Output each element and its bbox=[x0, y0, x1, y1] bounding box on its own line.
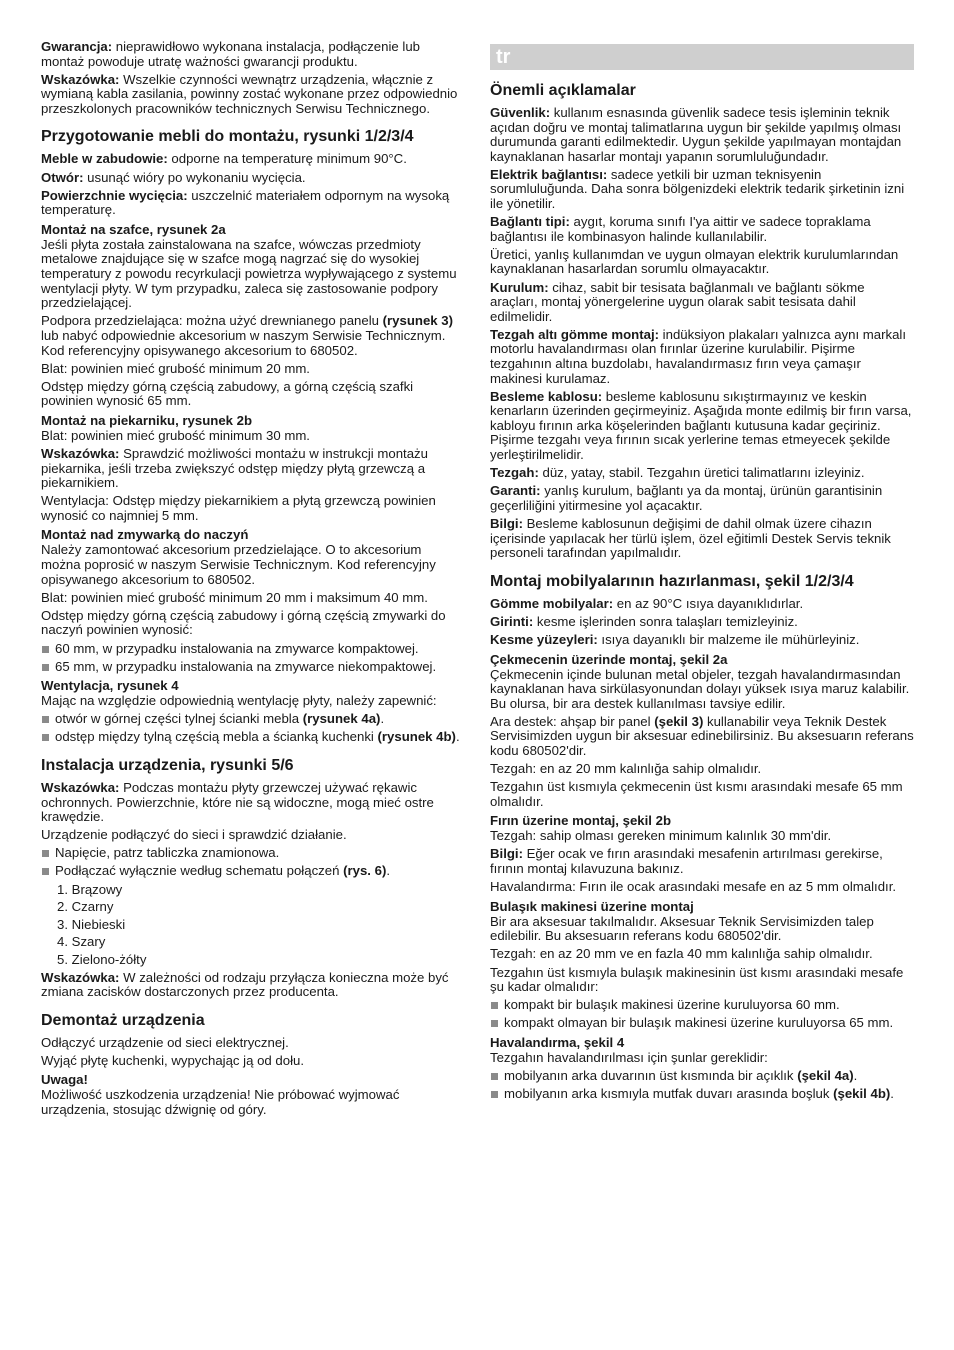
paragraph: Odłączyć urządzenie od sieci elektrycznej. bbox=[41, 1034, 289, 1050]
subheading-oven-mount: Fırın üzerine montaj, şekil 2b bbox=[490, 813, 672, 829]
note-text: Sprawdzić możliwości montażu w instrukcji montażu piekarnika, jeśli trzeba zwiększyć odstęp między płytą grzewczą a piekarnikiem. bbox=[41, 445, 428, 491]
wire-color-item: 1. Brązowy bbox=[57, 881, 123, 897]
bullet-item bbox=[41, 730, 464, 745]
paragraph: Jeśli płyta została zainstalowana na szafce, wówczas przedmioty metalowe znajdujące się w szafce mogą nagrzać się do wysokiej temperatury z powodu recyrkulacji powietrza wypływającego z systemu wentylacji płyty. W tym przypadku, zaleca się zastosowanie podpory przedzielającej. bbox=[41, 236, 457, 311]
paragraph: Tezgah: en az 20 mm ve en fazla 40 mm kalınlığa sahip olmalıdır. bbox=[490, 946, 873, 962]
paragraph: Odstęp między górną częścią zabudowy, a górną częścią szafki powinien wynosić 65 mm. bbox=[41, 378, 414, 409]
note-paragraph bbox=[41, 73, 464, 117]
text: aygıt, koruma sınıfı I'ya aittir ve sadece topraklama bağlantısı ile kombinasyon halinde kullanılabilir. bbox=[490, 214, 871, 244]
subheading-ventilation: Wentylacja, rysunek 4 bbox=[41, 678, 179, 694]
figure-ref: (rysunek 3) bbox=[382, 313, 454, 329]
bullet-item: Napięcie, patrz tabliczka znamionowa. bbox=[41, 846, 464, 861]
furniture-label: Meble w zabudowie: bbox=[41, 151, 168, 167]
text: . bbox=[386, 863, 391, 879]
cut-surfaces-paragraph bbox=[41, 189, 464, 218]
cutout-text: usunąć wióry po wykonaniu wycięcia. bbox=[83, 169, 306, 185]
section-heading-important: Önemli açıklamalar bbox=[490, 82, 636, 99]
bullet-item bbox=[41, 712, 464, 727]
info-paragraph bbox=[490, 517, 914, 561]
text: yanlış kurulum, bağlantı ya da montaj, ürünün garantisinin geçerliliğini yitirmesine yol açacaktır. bbox=[490, 483, 883, 513]
bullet-item: kompakt bir bulaşık makinesi üzerine kuruluyorsa 60 mm. bbox=[490, 998, 914, 1013]
label: Tezgah altı gömme montaj: bbox=[490, 326, 660, 342]
paragraph: Blat: powinien mieć grubość minimum 20 mm i maksimum 40 mm. bbox=[41, 589, 428, 605]
bullet-item: 60 mm, w przypadku instalowania na zmywarce kompaktowej. bbox=[41, 642, 464, 657]
section-heading-preparation: Przygotowanie mebli do montażu, rysunki 1/2/3/4 bbox=[41, 128, 414, 146]
subheading-dishwasher-mount: Montaż nad zmywarką do naczyń bbox=[41, 527, 249, 543]
paragraph: Możliwość uszkodzenia urządzenia! Nie próbować wyjmować urządzenia, stosując dźwignię od góry. bbox=[41, 1087, 400, 1117]
paragraph: Tezgahın havalandırılması için şunlar gereklidir: bbox=[490, 1049, 768, 1065]
subheading-dishwasher-mount: Bulaşık makinesi üzerine montaj bbox=[490, 898, 694, 914]
note-paragraph bbox=[41, 447, 464, 491]
cut-surfaces-text: uszczelnić materiałem odpornym na wysoką temperaturę. bbox=[41, 187, 450, 218]
note-text: Wszelkie czynności wewnątrz urządzenia, włącznie z wymianą kabla zasilania, powinny zostać wykonane przez odpowiednio przeszkolonych pracowników technicznych Serwisu Technicznego. bbox=[41, 71, 458, 116]
label: Gömme mobilyalar: bbox=[490, 595, 614, 611]
section-heading-installation: Instalacja urządzenia, rysunki 5/6 bbox=[41, 756, 294, 774]
paragraph: Wyjąć płytę kuchenki, wypychając ją od dołu. bbox=[41, 1052, 305, 1068]
furniture-paragraph bbox=[41, 152, 464, 167]
subheading-drawer-mount: Montaż na szafce, rysunek 2a bbox=[41, 221, 226, 237]
polish-column bbox=[41, 40, 464, 1121]
text: kesme işlerinden sonra talaşları temizleyiniz. bbox=[533, 613, 798, 629]
text: Eğer ocak ve fırın arasındaki mesafenin artırılması gerekirse, fırının montaj kılavuzuna bakınız. bbox=[490, 846, 883, 877]
bullet-item bbox=[490, 1069, 914, 1084]
section-heading-furniture: Montaj mobilyalarının hazırlanması, şekil 1/2/3/4 bbox=[490, 572, 854, 590]
warranty-text: nieprawidłowo wykonana instalacja, podłączenie lub montaż powoduje utratę ważności gwarancji produktu. bbox=[41, 39, 421, 69]
label: Tezgah: bbox=[490, 465, 539, 481]
safety-paragraph bbox=[490, 106, 914, 164]
figure-ref: (rys. 6) bbox=[343, 863, 387, 879]
note-label: Wskazówka: bbox=[41, 71, 120, 87]
label: Besleme kablosu: bbox=[490, 388, 603, 404]
note-text: W zależności od rodzaju przyłącza konieczna może być zmiana zacisków dostarczonych przez producenta. bbox=[41, 969, 449, 1000]
text: sadece yetkili bir uzman teknisyenin sorumluluğunda. Daha sonra bölgenizdeki elektrik tedarik şirketinin izni ile yönetilir. bbox=[490, 166, 905, 212]
text: lub nabyć odpowiednie akcesorium w naszym Serwisie Technicznym. Kod referencyjny opisywanego akcesorium to 680502. bbox=[41, 327, 446, 358]
text: . bbox=[455, 729, 460, 745]
subheading-oven-mount: Montaż na piekarniku, rysunek 2b bbox=[41, 412, 253, 428]
paragraph: Należy zamontować akcesorium przedzielające. O to akcesorium można poprosić w naszym Serwisie Technicznym. Kod referencyjny opisywanego akcesorium to 680502. bbox=[41, 542, 436, 587]
paragraph: Wentylacja: Odstęp między piekarnikiem a płytą grzewczą powinien wynosić co najmniej 5 mm. bbox=[41, 493, 436, 523]
worktop-paragraph bbox=[490, 466, 914, 481]
note-label: Wskazówka: bbox=[41, 445, 120, 461]
paragraph: Blat: powinien mieć grubość minimum 30 mm. bbox=[41, 427, 310, 443]
label: Kesme yüzeyleri: bbox=[490, 631, 598, 647]
text: en az 90°C ısıya dayanıklıdırlar. bbox=[613, 595, 804, 611]
text: mobilyanın arka duvarının üst kısmında bir açıklık bbox=[504, 1067, 798, 1083]
warranty-label: Gwarancja: bbox=[41, 39, 113, 54]
cut-surfaces-label: Powierzchnie wycięcia: bbox=[41, 187, 188, 203]
text: kullanabilir veya Teknik Destek Servisimizden uygun bir aksesuar edinebilirsiniz. Bu aksesuarın referans kodu 680502'dir. bbox=[490, 713, 914, 758]
text: mobilyanın arka kısmıyla mutfak duvarı arasında boşluk bbox=[504, 1086, 834, 1102]
turkish-column bbox=[490, 40, 914, 1105]
paragraph: Havalandırma: Fırın ile ocak arasındaki mesafe en az 5 mm olmalıdır. bbox=[490, 879, 897, 895]
text: Podpora przedzielająca: można użyć drewnianego panelu bbox=[41, 313, 383, 329]
text: besleme kablosunu sıkıştırmayınız ve keskin kenarların üzerinden geçirmeyiniz. Aşağıda monte edilmiş bir fırın varsa, kabloyu fırının arka köşelerinden bağlantı kutusuna kadar geçiriniz. Pişirme tezgahı veya fırının sıcak yerlerine temas etmeyecek şekilde yerleştirilmelidir. bbox=[490, 388, 912, 463]
paragraph: Odstęp między górną częścią zabudowy i górną częścią zmywarki do naczyń powinien wynosić: bbox=[41, 607, 446, 638]
warranty-paragraph bbox=[41, 40, 464, 69]
paragraph: Bir ara aksesuar takılmalıdır. Aksesuar Teknik Servisimizden talep edilebilir. Bu aksesuarın referans kodu 680502'dir. bbox=[490, 913, 874, 944]
furniture-text: odporne na temperaturę minimum 90°C. bbox=[167, 151, 407, 167]
note-label: Wskazówka: bbox=[41, 779, 120, 795]
cutout-label: Otwór: bbox=[41, 169, 84, 185]
label: Bilgi: bbox=[490, 515, 523, 531]
paragraph bbox=[490, 715, 914, 759]
wire-color-item: 4. Szary bbox=[57, 934, 106, 950]
text: indüksiyon plakaları yalnızca aynı markalı motorlu havalandırması olan fırınlar üzerine kurulabilir. Pişirme tezgahının altına buzdolabı, havalandırmasız fırın veya çamaşır makinesi kurulamaz. bbox=[490, 326, 907, 386]
paragraph: Tezgah: en az 20 mm kalınlığa sahip olmalıdır. bbox=[490, 761, 762, 777]
subheading-ventilation: Havalandırma, şekil 4 bbox=[490, 1034, 625, 1050]
wire-color-item: 2. Czarny bbox=[57, 899, 114, 915]
text: ısıya dayanıklı bir malzeme ile mühürleyiniz. bbox=[597, 631, 860, 647]
bullet-item bbox=[490, 1087, 914, 1102]
paragraph: Urządzenie podłączyć do sieci i sprawdzić działanie. bbox=[41, 827, 347, 843]
note-paragraph bbox=[41, 781, 464, 825]
label: Bilgi: bbox=[490, 846, 523, 862]
paragraph: Tezgah: sahip olması gereken minimum kalınlık 30 mm'dir. bbox=[490, 828, 832, 844]
text: Besleme kablosunun değişimi de dahil olmak üzere cihazın içerisinde yapılacak her türlü işlem, özel eğitimli Destek Servis teknik personeli tarafından yapılmalıdır. bbox=[490, 515, 891, 561]
text: cihaz, sabit bir tesisata bağlanmalı ve bağlantı sökme araçları, montaj yönergelerine uygun olarak sabit tesisata dahil edilmelidir. bbox=[490, 279, 865, 324]
label: Güvenlik: bbox=[490, 105, 551, 120]
text: Ara destek: ahşap bir panel bbox=[490, 713, 655, 729]
language-bar: tr bbox=[490, 44, 914, 70]
label: Bağlantı tipi: bbox=[490, 214, 570, 230]
paragraph: Tezgahın üst kısmıyla çekmecenin üst kısmı arasındaki mesafe 65 mm olmalıdır. bbox=[490, 779, 903, 809]
bullet-item bbox=[41, 864, 464, 879]
section-heading-removal: Demontaż urządzenia bbox=[41, 1011, 205, 1029]
label: Girinti: bbox=[490, 613, 534, 629]
paragraph: Üretici, yanlış kullanımdan ve uygun olmayan elektrik kurulumlarından kaynaklanan hasarlardan sorumlu olmayacaktır. bbox=[490, 246, 899, 277]
label: Elektrik bağlantısı: bbox=[490, 166, 608, 182]
paragraph bbox=[490, 615, 914, 630]
bullet-item: 65 mm, w przypadku instalowania na zmywarce niekompaktowej. bbox=[41, 660, 464, 675]
paragraph: Blat: powinien mieć grubość minimum 20 mm. bbox=[41, 360, 310, 376]
info-paragraph bbox=[490, 847, 914, 876]
wire-color-item: 3. Niebieski bbox=[57, 916, 126, 932]
label: Garanti: bbox=[490, 483, 541, 499]
note-paragraph bbox=[41, 971, 464, 1000]
warranty-paragraph bbox=[490, 484, 914, 513]
connection-type-paragraph bbox=[490, 215, 914, 244]
figure-ref: (şekil 3) bbox=[654, 713, 704, 729]
text: kullanım esnasında güvenlik sadece tesis işleminin teknik açıdan doğru ve montaj talimatlarına uygun bir şekilde yapılmış olması durumunda garanti edilmektedir. Uygun şekilde yapılmayan montajdan kaynaklanan hasarlar montajı yapanın sorumluluğundadır. bbox=[490, 105, 902, 164]
supply-cable-paragraph bbox=[490, 390, 914, 463]
paragraph: Tezgahın üst kısmıyla bulaşık makinesinin üst kısmı arasındaki mesafe şu kadar olmalıdır: bbox=[490, 964, 904, 995]
paragraph bbox=[41, 314, 464, 358]
cutout-paragraph bbox=[41, 171, 464, 186]
paragraph: Çekmecenin içinde bulunan metal objeler, tezgah havalandırmasından kaynaklanan hava sirkülasyonundan dolayı yüksek ısıya maruz kalabilir. Bu olursa, bir ara destek kullanılması tavsiye edilir. bbox=[490, 666, 910, 711]
installation-paragraph bbox=[490, 281, 914, 325]
paragraph bbox=[490, 597, 914, 612]
text: . bbox=[853, 1067, 858, 1083]
text: otwór w górnej części tylnej ścianki mebla bbox=[55, 711, 303, 727]
text: . bbox=[380, 711, 385, 727]
figure-ref: (rysunek 4a) bbox=[302, 711, 381, 727]
under-counter-paragraph bbox=[490, 328, 914, 386]
subheading-drawer-mount: Çekmecenin üzerinde montaj, şekil 2a bbox=[490, 651, 728, 667]
subheading-caution: Uwaga! bbox=[41, 1072, 88, 1088]
note-text: Podczas montażu płyty grzewczej używać rękawic ochronnych. Powierzchnie, które nie są widoczne, mogą mieć ostre krawędzie. bbox=[41, 779, 434, 825]
bullet-item: kompakt olmayan bir bulaşık makinesi üzerine kuruluyorsa 65 mm. bbox=[490, 1016, 914, 1031]
figure-ref: (şekil 4b) bbox=[833, 1086, 891, 1102]
wire-color-item: 5. Zielono-żółty bbox=[57, 951, 147, 967]
paragraph: Mając na względzie odpowiednią wentylację płyty, należy zapewnić: bbox=[41, 693, 437, 709]
text: Podłączać wyłącznie według schematu połączeń bbox=[55, 863, 344, 879]
figure-ref: (rysunek 4b) bbox=[377, 729, 456, 745]
text: . bbox=[890, 1086, 894, 1102]
paragraph bbox=[490, 633, 914, 648]
note-label: Wskazówka: bbox=[41, 969, 120, 985]
label: Kurulum: bbox=[490, 279, 549, 295]
figure-ref: (şekil 4a) bbox=[797, 1067, 854, 1083]
text: düz, yatay, stabil. Tezgahın üretici talimatlarını izleyiniz. bbox=[538, 465, 865, 481]
electrical-paragraph bbox=[490, 168, 914, 212]
text: odstęp między tylną częścią mebla a ścianką kuchenki bbox=[55, 729, 378, 745]
